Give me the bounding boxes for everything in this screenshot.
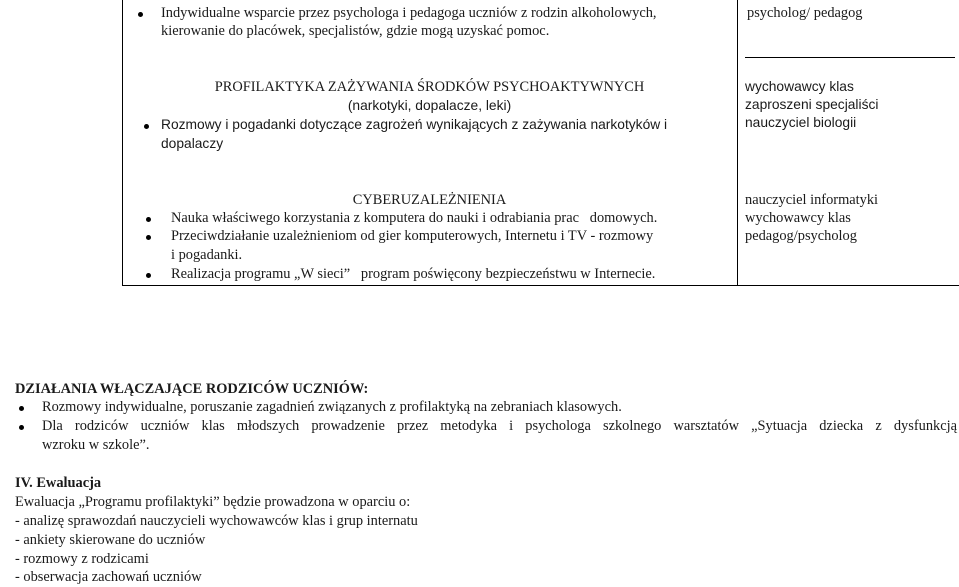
parents-heading: DZIAŁANIA WŁĄCZAJĄCE RODZICÓW UCZNIÓW:	[15, 381, 369, 397]
table-left-border	[122, 0, 123, 286]
row3-item-1: Nauka właściwego korzystania z komputera do nauki i odrabiania prac domowych.	[171, 210, 658, 226]
evaluation-item: - rozmowy z rodzicami	[15, 551, 149, 567]
table-bottom-border	[122, 285, 959, 286]
bullet-icon	[144, 124, 149, 129]
evaluation-heading: IV. Ewaluacja	[15, 475, 102, 491]
row2-responsible-line: zaproszeni specjaliści	[745, 97, 879, 112]
bullet-icon	[146, 273, 151, 278]
row3-item-3: Realizacja programu „W sieci” program poświęcony bezpieczeństwu w Internecie.	[171, 266, 656, 282]
row2-responsible-line: wychowawcy klas	[745, 79, 854, 94]
row3-item-2-line-2: i pogadanki.	[171, 247, 243, 263]
row2-responsible	[745, 78, 955, 132]
row1-item-line-2: kierowanie do placówek, specjalistów, gdzie mogą uzyskać pomoc.	[161, 23, 550, 39]
evaluation-item: - obserwacja zachowań uczniów	[15, 569, 202, 585]
bullet-icon	[146, 235, 151, 240]
bullet-icon	[146, 217, 151, 222]
row3-responsible-line: pedagog/psycholog	[745, 228, 857, 244]
evaluation-item: - analizę sprawozdań nauczycieli wychowawców klas i grup internatu	[15, 513, 418, 529]
row2-responsible-line: nauczyciel biologii	[745, 115, 857, 130]
bullet-icon	[19, 406, 24, 411]
table-column-divider	[737, 0, 738, 286]
row3-responsible	[745, 191, 955, 245]
parents-item-1: Rozmowy indywidualne, poruszanie zagadnień związanych z profilaktyką na zebraniach klasowych.	[42, 399, 622, 415]
evaluation-item: - ankiety skierowane do uczniów	[15, 532, 206, 548]
row2-item-line-1: Rozmowy i pogadanki dotyczące zagrożeń wynikających z zażywania narkotyków i	[161, 117, 668, 132]
parents-item-2-line-1: Dla rodziców uczniów klas młodszych prowadzenie przez metodyka i psychologa szkolnego warsztatów „Sytuacja dziecka z dysfunkcją	[42, 418, 957, 434]
row2-heading: PROFILAKTYKA ZAŻYWANIA ŚRODKÓW PSYCHOAKTYWNYCH	[214, 79, 645, 95]
parents-item-2-line-2: wzroku w szkole”.	[42, 437, 150, 453]
row2-item-line-2: dopalaczy	[161, 136, 224, 151]
bullet-icon	[19, 425, 24, 430]
row3-responsible-line: nauczyciel informatyki	[745, 192, 879, 208]
row3-responsible-line: wychowawcy klas	[745, 210, 851, 226]
row1-responsible: psycholog/ pedagog	[747, 5, 863, 21]
row1-item-line-1: Indywidualne wsparcie przez psychologa i pedagoga uczniów z rodzin alkoholowych,	[161, 5, 657, 21]
row1-responsible-underline	[745, 57, 955, 58]
bullet-icon	[138, 12, 143, 17]
evaluation-intro: Ewaluacja „Programu profilaktyki” będzie prowadzona w oparciu o:	[15, 494, 411, 510]
row3-item-2-line-1: Przeciwdziałanie uzależnieniom od gier komputerowych, Internetu i TV - rozmowy	[171, 228, 654, 244]
row2-subheading: (narkotyki, dopalacze, leki)	[347, 98, 512, 113]
row3-heading: CYBERUZALEŻNIENIA	[352, 192, 507, 208]
